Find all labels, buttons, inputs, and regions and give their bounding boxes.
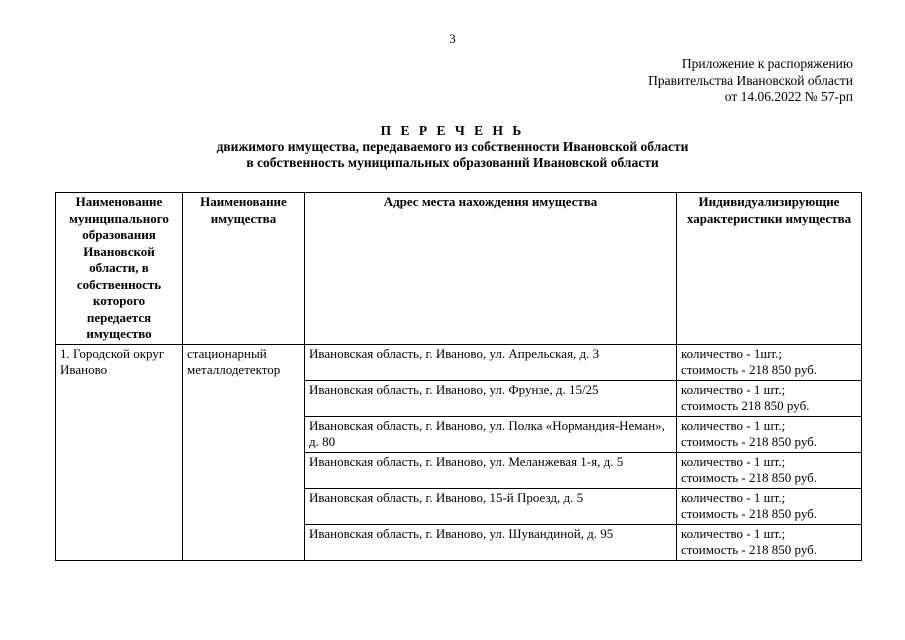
table-header-row	[56, 193, 862, 345]
address-cell: Ивановская область, г. Иваново, ул. Апрельская, д. 3	[305, 344, 677, 380]
cost-text: стоимость 218 850 руб.	[681, 398, 810, 413]
cost-text: стоимость - 218 850 руб.	[681, 506, 818, 521]
address-cell: Ивановская область, г. Иваново, ул. Полка «Нормандия-Неман», д. 80	[305, 416, 677, 452]
characteristics-cell	[677, 344, 862, 380]
address-cell: Ивановская область, г. Иваново, ул. Меланжевая 1-я, д. 5	[305, 452, 677, 488]
cost-text: стоимость - 218 850 руб.	[681, 434, 818, 449]
header-address: Адрес места нахождения имущества	[305, 193, 677, 345]
quantity-text: количество - 1 шт.;	[681, 525, 786, 541]
characteristics-cell	[677, 452, 862, 488]
property-name-cell: стационарный металлодетектор	[183, 344, 305, 560]
address-cell: Ивановская область, г. Иваново, ул. Фрунзе, д. 15/25	[305, 380, 677, 416]
header-property-name: Наименование имущества	[183, 193, 305, 345]
characteristics-cell	[677, 380, 862, 416]
quantity-text: количество - 1шт.;	[681, 345, 782, 361]
quantity-text: количество - 1 шт.;	[681, 417, 786, 433]
header-characteristics: Индивидуализирующие характеристики имущества	[677, 193, 862, 345]
property-table	[55, 192, 862, 561]
municipality-cell: 1. Городской округ Иваново	[56, 344, 183, 560]
cost-text: стоимость - 218 850 руб.	[681, 470, 818, 485]
characteristics-cell	[677, 488, 862, 524]
address-cell: Ивановская область, г. Иваново, ул. Шувандиной, д. 95	[305, 524, 677, 560]
address-cell: Ивановская область, г. Иваново, 15-й Проезд, д. 5	[305, 488, 677, 524]
appendix-date-number: от 14.06.2022 № 57-рп	[724, 89, 853, 104]
quantity-text: количество - 1 шт.;	[681, 381, 786, 397]
page-number: 3	[449, 31, 456, 46]
table-row	[56, 344, 862, 380]
characteristics-cell	[677, 524, 862, 560]
title-heading: П Е Р Е Ч Е Н Ь	[380, 123, 525, 138]
title-subtitle-2: в собственность муниципальных образований Ивановской области	[246, 155, 659, 170]
cost-text: стоимость - 218 850 руб.	[681, 362, 818, 377]
characteristics-cell	[677, 416, 862, 452]
appendix-reference	[648, 56, 853, 106]
appendix-line-1: Приложение к распоряжению	[681, 56, 853, 71]
cost-text: стоимость - 218 850 руб.	[681, 542, 818, 557]
quantity-text: количество - 1 шт.;	[681, 489, 786, 505]
header-municipality: Наименование муниципального образования Ивановской области, в собственность которого передается имущество	[56, 193, 183, 345]
quantity-text: количество - 1 шт.;	[681, 453, 786, 469]
appendix-line-2: Правительства Ивановской области	[648, 72, 853, 88]
title-subtitle-1: движимого имущества, передаваемого из собственности Ивановской области	[216, 139, 689, 154]
document-title	[0, 123, 905, 171]
